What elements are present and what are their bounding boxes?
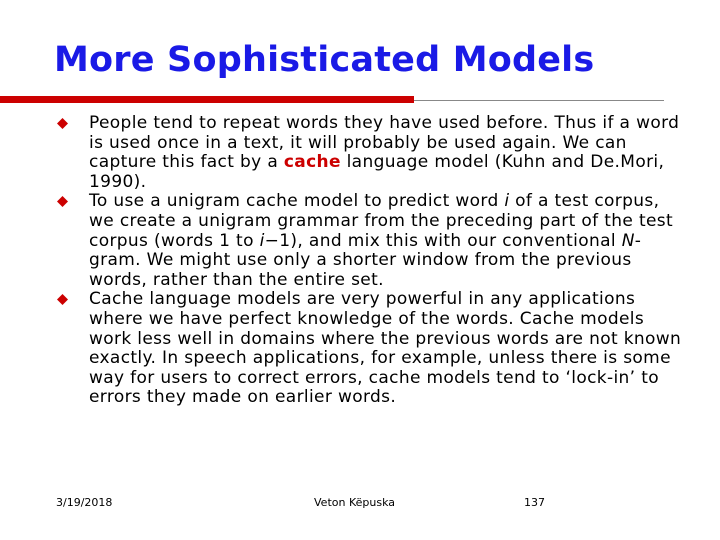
diamond-bullet-icon: [57, 196, 68, 207]
bullet-item: [54, 114, 684, 192]
bullet-list: [54, 114, 684, 408]
bullet-text: of a test corpus, we create a unigram grammar from the preceding part of the test corpus (words 1 to: [89, 191, 673, 251]
footer-author: Veton Këpuska: [314, 496, 395, 509]
bullet-text: Cache language models are very powerful in any applications where we have perfect knowledge of the words. Cache models work less well in domains where the previous words are not known exactly. In speech applications, for example, unless there is some way for users to correct errors, cache models tend to ‘lock-in’ to errors they made on earlier words.: [89, 289, 682, 408]
bullet-text: -gram. We might use only a shorter window from the previous words, rather than the entire set.: [89, 230, 642, 290]
bullet-item: [54, 192, 684, 290]
bullet-text: People tend to repeat words they have used before. Thus if a word is used once in a text, it will probably be used again. We can capture this fact by a: [89, 113, 680, 173]
title-underline-bar: [0, 96, 414, 103]
diamond-bullet-icon: [57, 118, 68, 129]
math-var: i: [259, 230, 265, 251]
bullet-item: [54, 290, 684, 408]
diamond-bullet-icon: [57, 294, 68, 305]
math-var: i: [504, 191, 510, 212]
bullet-text: language model (Kuhn and De.Mori, 1990).: [89, 152, 665, 192]
bullet-text: −1), and mix this with our conventional: [264, 230, 622, 251]
bullet-text: To use a unigram cache model to predict word: [89, 191, 505, 212]
slide-title: More Sophisticated Models: [54, 40, 595, 80]
math-var: N: [621, 230, 635, 251]
title-underline-thin: [414, 100, 664, 101]
cache-highlight: cache: [283, 152, 341, 173]
footer-date: 3/19/2018: [56, 496, 113, 509]
footer-page-number: 137: [524, 496, 545, 509]
